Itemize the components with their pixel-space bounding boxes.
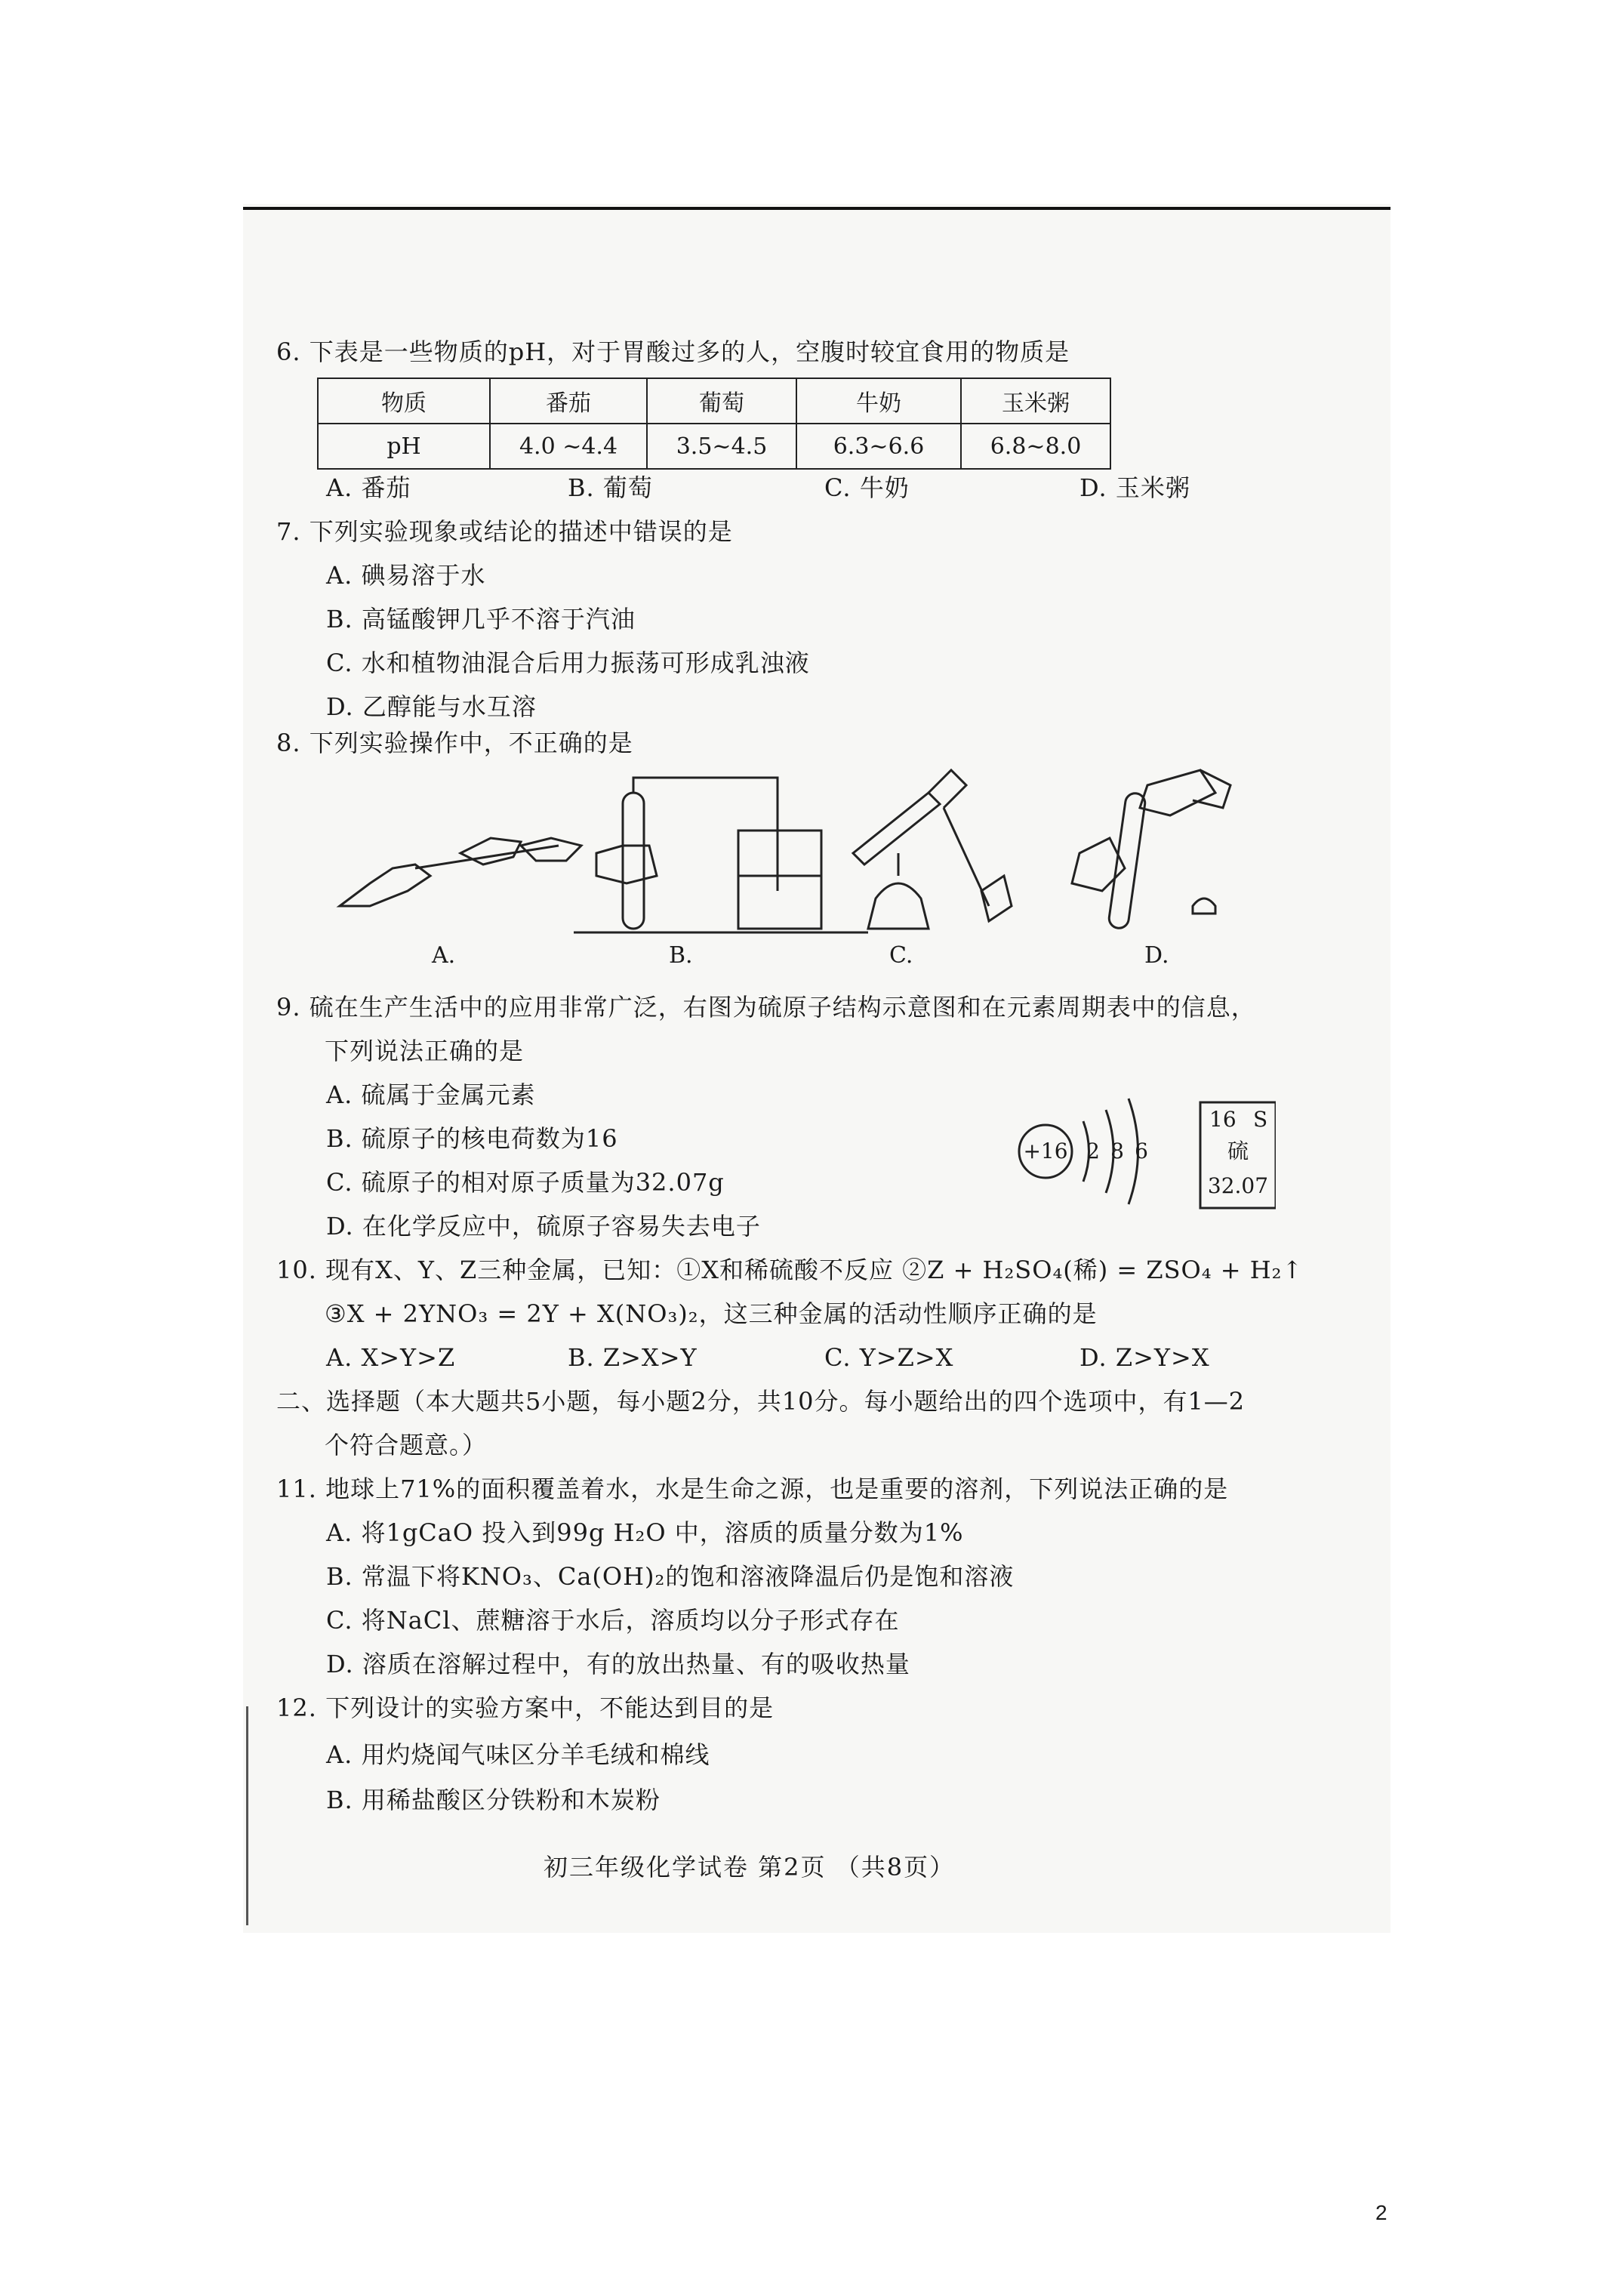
q10-option-a: A. X>Y>Z xyxy=(326,1343,456,1372)
q11-stem: 11. 地球上71%的面积覆盖着水，水是生命之源，也是重要的溶剂，下列说法正确的是 xyxy=(276,1475,1229,1503)
nucleus-charge: +16 xyxy=(1023,1139,1068,1163)
q7-stem: 7. 下列实验现象或结论的描述中错误的是 xyxy=(276,517,733,546)
shell-3-count: 6 xyxy=(1135,1139,1148,1163)
element-mass: 32.07 xyxy=(1207,1173,1269,1198)
element-name: 硫 xyxy=(1227,1139,1249,1163)
page-number: 2 xyxy=(1375,2201,1387,2224)
table-cell: 物质 xyxy=(318,378,490,424)
q12-stem: 12. 下列设计的实验方案中，不能达到目的是 xyxy=(276,1693,775,1722)
table-cell: 葡萄 xyxy=(647,378,796,424)
element-number: 16 xyxy=(1209,1107,1236,1132)
section2-heading-line1: 二、选择题（本大题共5小题，每小题2分，共10分。每小题给出的四个选项中，有1—2 xyxy=(276,1387,1246,1416)
q8-stem: 8. 下列实验操作中，不正确的是 xyxy=(276,729,633,757)
q11-option-c: C. 将NaCl、蔗糖溶于水后，溶质均以分子形式存在 xyxy=(326,1606,900,1635)
q10-stem-line1: 10. 现有X、Y、Z三种金属，已知：①X和稀硫酸不反应 ②Z + H₂SO₄(稀) = ZSO₄ + H₂↑ xyxy=(276,1256,1304,1284)
q9-option-c: C. 硫原子的相对原子质量为32.07g xyxy=(326,1168,725,1197)
q6-option-a: A. 番茄 xyxy=(326,473,411,502)
shell-2-count: 8 xyxy=(1110,1139,1124,1163)
sulfur-atom-diagram xyxy=(1012,1080,1276,1238)
q9-stem-line2: 下列说法正确的是 xyxy=(325,1037,525,1065)
header-rule xyxy=(243,207,1390,210)
q12-option-b: B. 用稀盐酸区分铁粉和木炭粉 xyxy=(326,1786,661,1814)
q9-option-d: D. 在化学反应中，硫原子容易失去电子 xyxy=(326,1212,761,1240)
q10-option-b: B. Z>X>Y xyxy=(568,1343,698,1372)
q8-label-c: C. xyxy=(889,942,913,969)
q8-label-a: A. xyxy=(432,942,456,969)
scan-edge-line xyxy=(246,1706,248,1925)
q6-option-d: D. 玉米粥 xyxy=(1079,473,1190,502)
table-cell: 牛奶 xyxy=(796,378,961,424)
element-symbol: S xyxy=(1253,1107,1268,1132)
table-row xyxy=(318,424,1110,469)
table-cell: 6.3~6.6 xyxy=(796,424,961,469)
q7-option-d: D. 乙醇能与水互溶 xyxy=(326,692,537,721)
q10-stem-line2: ③X + 2YNO₃ = 2Y + X(NO₃)₂，这三种金属的活动性顺序正确的是 xyxy=(325,1299,1098,1328)
q7-option-a: A. 碘易溶于水 xyxy=(326,561,486,590)
q8-label-d: D. xyxy=(1144,942,1169,969)
table-cell: 玉米粥 xyxy=(961,378,1110,424)
q8-label-b: B. xyxy=(669,942,693,969)
section2-heading-line2: 个符合题意。） xyxy=(325,1431,488,1459)
table-cell: 6.8~8.0 xyxy=(961,424,1110,469)
q6-option-b: B. 葡萄 xyxy=(568,473,653,502)
lab-operations-illustration xyxy=(325,763,1306,951)
table-row xyxy=(318,378,1110,424)
table-cell: 番茄 xyxy=(490,378,647,424)
table-cell: 4.0 ~4.4 xyxy=(490,424,647,469)
shell-1-count: 2 xyxy=(1086,1139,1100,1163)
q12-option-a: A. 用灼烧闻气味区分羊毛绒和棉线 xyxy=(326,1740,710,1769)
table-cell: pH xyxy=(318,424,490,469)
q6-option-c: C. 牛奶 xyxy=(824,473,910,502)
table-cell: 3.5~4.5 xyxy=(647,424,796,469)
q6-stem: 6. 下表是一些物质的pH，对于胃酸过多的人，空腹时较宜食用的物质是 xyxy=(276,337,1070,366)
q11-option-a: A. 将1gCaO 投入到99g H₂O 中，溶质的质量分数为1% xyxy=(326,1518,964,1547)
exam-footer: 初三年级化学试卷 第2页 （共8页） xyxy=(544,1853,956,1881)
q9-option-a: A. 硫属于金属元素 xyxy=(326,1080,536,1109)
q10-option-d: D. Z>Y>X xyxy=(1079,1343,1210,1372)
q9-stem-line1: 9. 硫在生产生活中的应用非常广泛，右图为硫原子结构示意图和在元素周期表中的信息， xyxy=(276,993,1256,1022)
q7-option-b: B. 高锰酸钾几乎不溶于汽油 xyxy=(326,605,636,633)
q11-option-d: D. 溶质在溶解过程中，有的放出热量、有的吸收热量 xyxy=(326,1650,910,1678)
q7-option-c: C. 水和植物油混合后用力振荡可形成乳浊液 xyxy=(326,649,810,677)
ph-table xyxy=(317,378,1111,470)
q10-option-c: C. Y>Z>X xyxy=(824,1343,954,1372)
q11-option-b: B. 常温下将KNO₃、Ca(OH)₂的饱和溶液降温后仍是饱和溶液 xyxy=(326,1562,1015,1591)
q9-option-b: B. 硫原子的核电荷数为16 xyxy=(326,1124,618,1153)
